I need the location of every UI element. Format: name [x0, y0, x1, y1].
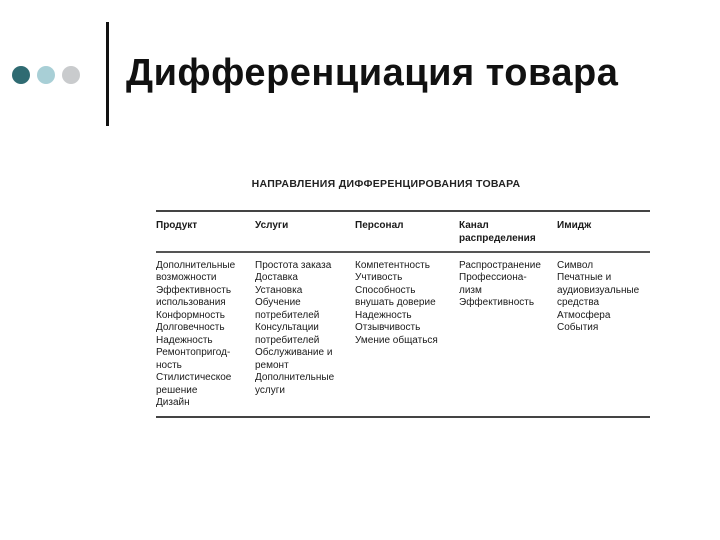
list-item: Печатные и: [557, 272, 612, 283]
list-item: Доставка: [255, 272, 298, 283]
list-item: внушать доверие: [355, 297, 436, 308]
list-item: потребителей: [255, 309, 320, 321]
list-item: Обслуживание и: [255, 347, 333, 358]
list-item: Обучение: [255, 297, 301, 308]
list-item: Консультации: [255, 322, 319, 333]
column-header: [255, 220, 355, 245]
list-item: Компетентность: [355, 259, 430, 271]
table-bottom-rule: [156, 416, 650, 418]
list-item: Надежность: [355, 309, 412, 321]
list-item: Умение общаться: [355, 334, 438, 346]
table-caption: НАПРАВЛЕНИЯ ДИФФЕРЕНЦИРОВАНИЯ ТОВАРА: [251, 178, 521, 190]
list-item: ность: [156, 359, 182, 371]
column-header-line: Персонал: [355, 220, 404, 231]
column-header: [156, 220, 255, 245]
column-header-line: Продукт: [156, 220, 198, 231]
column-header: [557, 220, 650, 245]
list-item: потребителей: [255, 334, 320, 346]
list-item: Надежность: [156, 334, 213, 346]
dot-gray: [62, 66, 80, 84]
list-item: использования: [156, 297, 226, 308]
list-item: Учтивость: [355, 272, 403, 283]
list-item: Стилистическое: [156, 372, 232, 383]
list-item: Символ: [557, 259, 594, 271]
column-items: [156, 260, 255, 410]
differentiation-table: [156, 178, 650, 418]
list-item: Дополнительные: [156, 259, 236, 271]
list-item: решение: [156, 384, 198, 396]
decorative-dots: [12, 66, 80, 84]
list-item: Профессиона-: [459, 272, 527, 283]
list-item: Простота заказа: [255, 259, 332, 271]
list-item: лизм: [459, 284, 482, 296]
list-item: аудиовизуальные: [557, 284, 640, 296]
title-divider: [106, 22, 109, 126]
list-item: Атмосфера: [557, 309, 611, 321]
list-item: Эффективность: [459, 297, 535, 308]
list-item: Эффективность: [156, 284, 232, 296]
list-item: Дизайн: [156, 397, 190, 408]
column-items: [255, 260, 355, 410]
list-item: Распространение: [459, 259, 541, 271]
column-header: [459, 220, 557, 245]
list-item: средства: [557, 297, 600, 308]
column-header-line: Канал: [459, 220, 489, 231]
dot-dark: [12, 66, 30, 84]
column-items: [459, 260, 557, 410]
slide-title: Дифференциация товара: [126, 52, 619, 94]
list-item: Способность: [355, 284, 416, 296]
list-item: Конформность: [156, 309, 226, 321]
list-item: Дополнительные: [255, 372, 335, 383]
column-header: [355, 220, 459, 245]
list-item: Отзывчивость: [355, 322, 421, 333]
list-item: возможности: [156, 272, 217, 283]
column-header-line: Имидж: [557, 220, 592, 231]
list-item: ремонт: [255, 359, 289, 371]
list-item: Долговечность: [156, 322, 225, 333]
list-item: Установка: [255, 284, 303, 296]
list-item: Ремонтопригод-: [156, 347, 231, 358]
column-header-line: распределения: [459, 232, 536, 244]
list-item: услуги: [255, 384, 285, 396]
table-header-row: [156, 212, 650, 251]
list-item: События: [557, 322, 599, 333]
column-header-line: Услуги: [255, 220, 289, 231]
column-items: [557, 260, 650, 410]
column-items: [355, 260, 459, 410]
dot-light-blue: [37, 66, 55, 84]
table-body-row: [156, 253, 650, 412]
